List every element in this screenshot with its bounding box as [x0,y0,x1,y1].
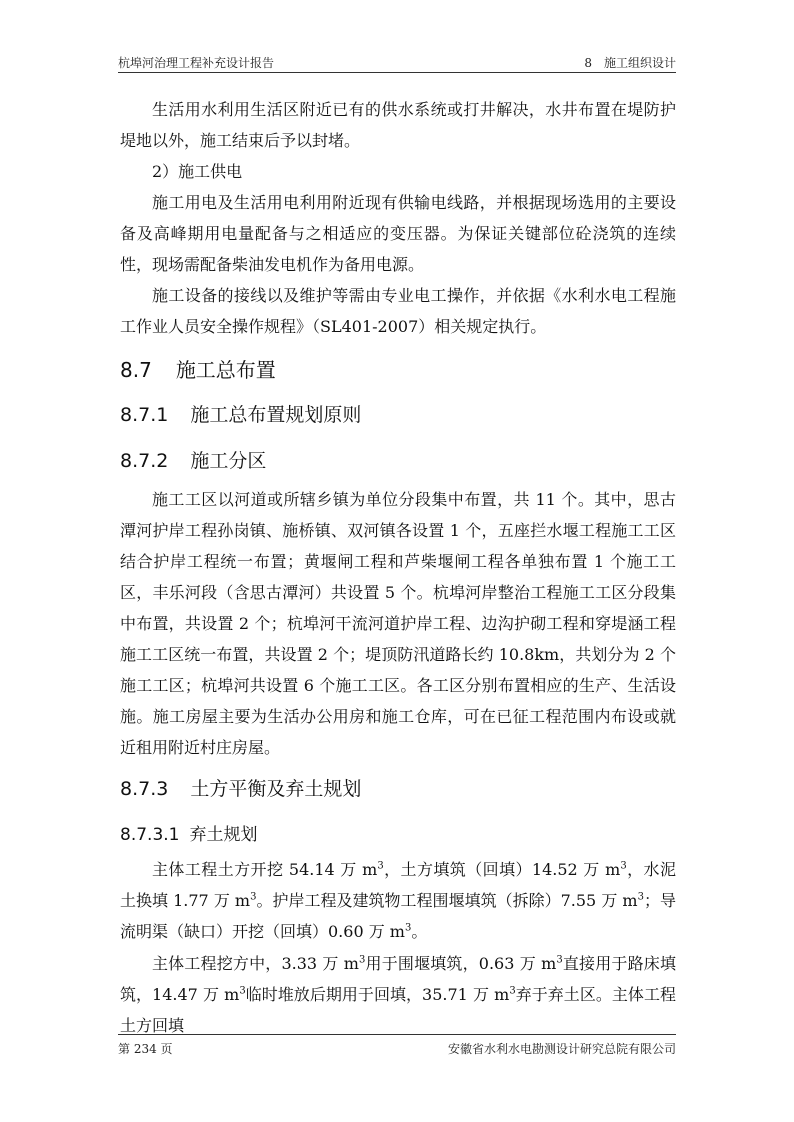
section-heading-8-7 [120,354,276,383]
paragraph-water-supply: 生活用水利用生活区附近已有的供水系统或打井解决，水井布置在堤防护堤地以外，施工结束后予以封堵。 [120,100,676,150]
section-heading-8-7-2 [120,446,266,473]
section-heading-8-7-3-1 [120,820,257,845]
section-number: 8.7.3 [120,778,169,800]
page-number: 第 234 页 [118,1042,173,1056]
section-title: 施工总布置 [175,358,276,382]
paragraph-earthwork-quantities: 主体工程土方开挖 54.14 万 $m^3$，土方填筑（回填）14.52 万 $m^3$，水泥土换填 1.77 万 $m^3$。护岸工程及建筑物工程围堰填筑（拆除）7.55 万 $m^3$；导流明渠（缺口）开挖（回填）0.60 万 $m^3$。 [120,860,676,941]
paragraph-power-supply: 施工用电及生活用电利用附近现有供输电线路，并根据现场选用的主要设备及高峰期用电量配备与之相适应的变压器。为保证关键部位砼浇筑的连续性，现场需配备柴油发电机作为备用电源。 [120,193,676,274]
section-heading-8-7-1 [120,400,361,427]
page-header [118,54,676,70]
paragraph-construction-zones: 施工工区以河道或所辖乡镇为单位分段集中布置，共 11 个。其中，思古潭河护岸工程孙岗镇、施桥镇、双河镇各设置 1 个，五座拦水堰工程施工工区结合护岸工程统一布置；黄堰闸工程和芦柴堰闸工程各单独布置 1 个施工工区，丰乐河段（含思古潭河）共设置 5 个。杭埠河岸整治工程施工工区分段集中布置，共设置 2 个；杭埠河干流河道护岸工程、边沟护砌工程和穿堤涵工程施工工区统一布置，共设置 2 个；堤顶防汛道路长约 10.8km，共划分为 2 个施工工区；杭埠河共设置 6 个施工工区。各工区分别布置相应的生产、生活设施。施工房屋主要为生活办公用房和施工仓库，可在已征工程范围内布设或就近租用附近村庄房屋。 [120,490,676,757]
paragraph-electrician-rules: 施工设备的接线以及维护等需由专业电工操作，并依据《水利水电工程施工作业人员安全操作规程》（SL401-2007）相关规定执行。 [120,286,676,336]
section-title: 施工总布置规划原则 [190,404,362,426]
section-number: 8.7 [120,358,152,382]
header-divider [118,72,676,73]
page-footer [118,1040,676,1056]
section-number: 8.7.1 [120,404,169,426]
section-title: 施工分区 [190,450,267,472]
section-title: 土方平衡及弃土规划 [190,778,362,800]
section-heading-8-7-3 [120,774,361,801]
footer-divider [118,1034,676,1035]
footer-organization: 安徽省水利水电勘测设计研究总院有限公司 [447,1042,676,1056]
header-report-title: 杭埠河治理工程补充设计报告 [118,56,275,70]
section-title: 弃土规划 [189,825,258,845]
section-number: 8.7.3.1 [120,825,180,845]
paragraph-excavation-usage: 主体工程挖方中，3.33 万 $m^3$用于围堰填筑，0.63 万 $m^3$直接用于路床填筑，14.47 万 $m^3$临时堆放后期用于回填，35.71 万 $m^3$弃于弃土区。主体工程土方回填 [120,954,676,1035]
subheading-power-supply: 2）施工供电 [152,162,243,181]
header-chapter-title: 8 施工组织设计 [584,56,676,70]
section-number: 8.7.2 [120,450,169,472]
